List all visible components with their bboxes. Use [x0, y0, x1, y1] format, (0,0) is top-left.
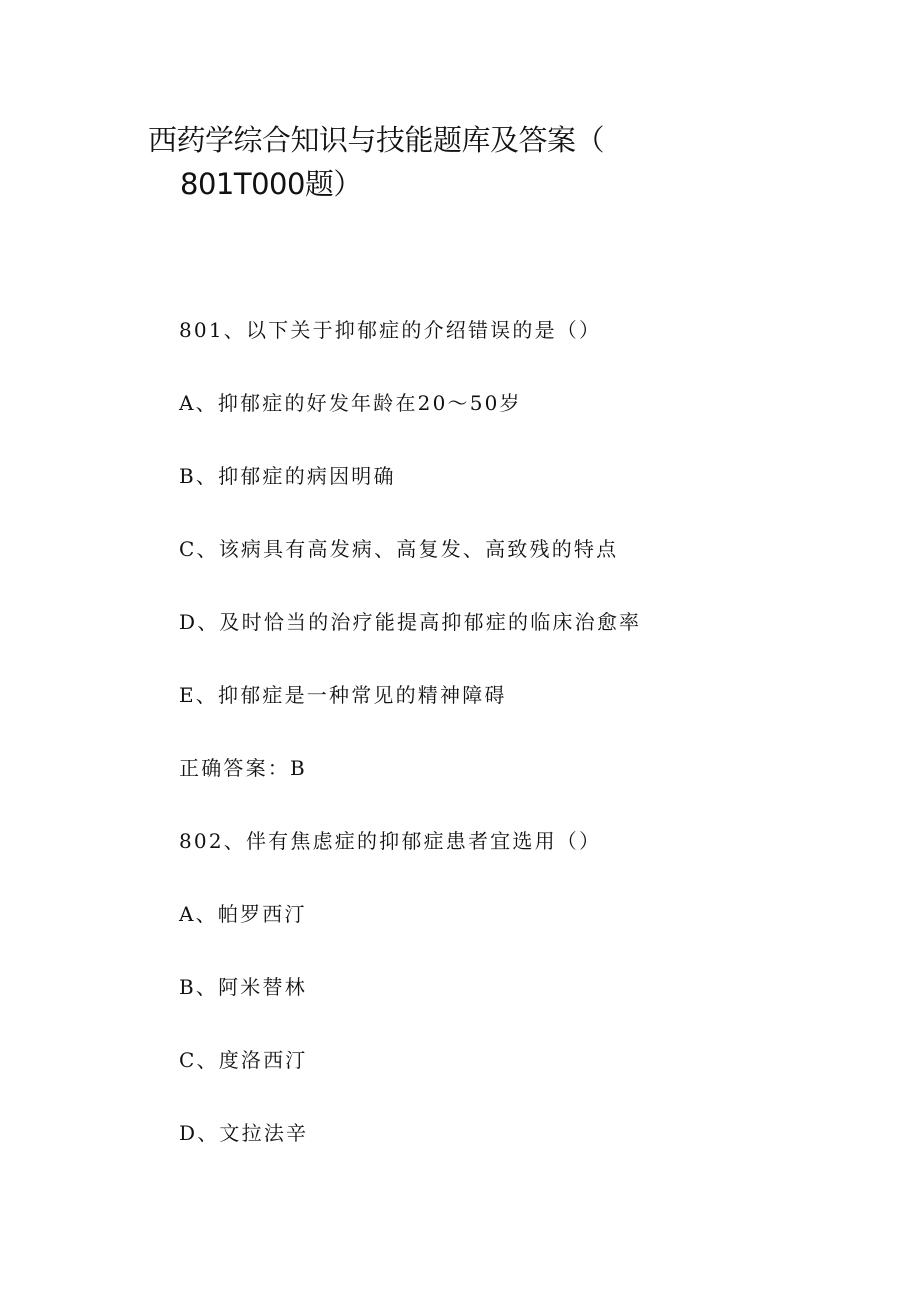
question-801-option-e: E、抑郁症是一种常见的精神障碍	[179, 683, 507, 707]
question-801-option-b: B、抑郁症的病因明确	[179, 464, 396, 488]
question-802-stem: 802、伴有焦虑症的抑郁症患者宜选用（）	[179, 829, 602, 853]
question-801-option-d: D、及时恰当的治疗能提高抑郁症的临床治愈率	[179, 610, 642, 634]
question-801-option-a: A、抑郁症的好发年龄在20～50岁	[179, 391, 522, 415]
question-802-option-c: C、度洛西汀	[179, 1048, 308, 1072]
question-801-answer: 正确答案：B	[179, 756, 307, 780]
document-title-line-1: 西药学综合知识与技能题库及答案（	[148, 123, 605, 157]
question-801-option-c: C、该病具有高发病、高复发、高致残的特点	[179, 537, 619, 561]
question-802-option-b: B、阿米替林	[179, 975, 307, 999]
question-801-stem: 801、以下关于抑郁症的介绍错误的是（）	[179, 318, 602, 342]
document-title-line-2: 801T000题）	[180, 167, 362, 201]
document-title	[148, 118, 668, 206]
question-802-option-d: D、文拉法辛	[179, 1121, 309, 1145]
question-802-option-a: A、帕罗西汀	[179, 902, 307, 926]
